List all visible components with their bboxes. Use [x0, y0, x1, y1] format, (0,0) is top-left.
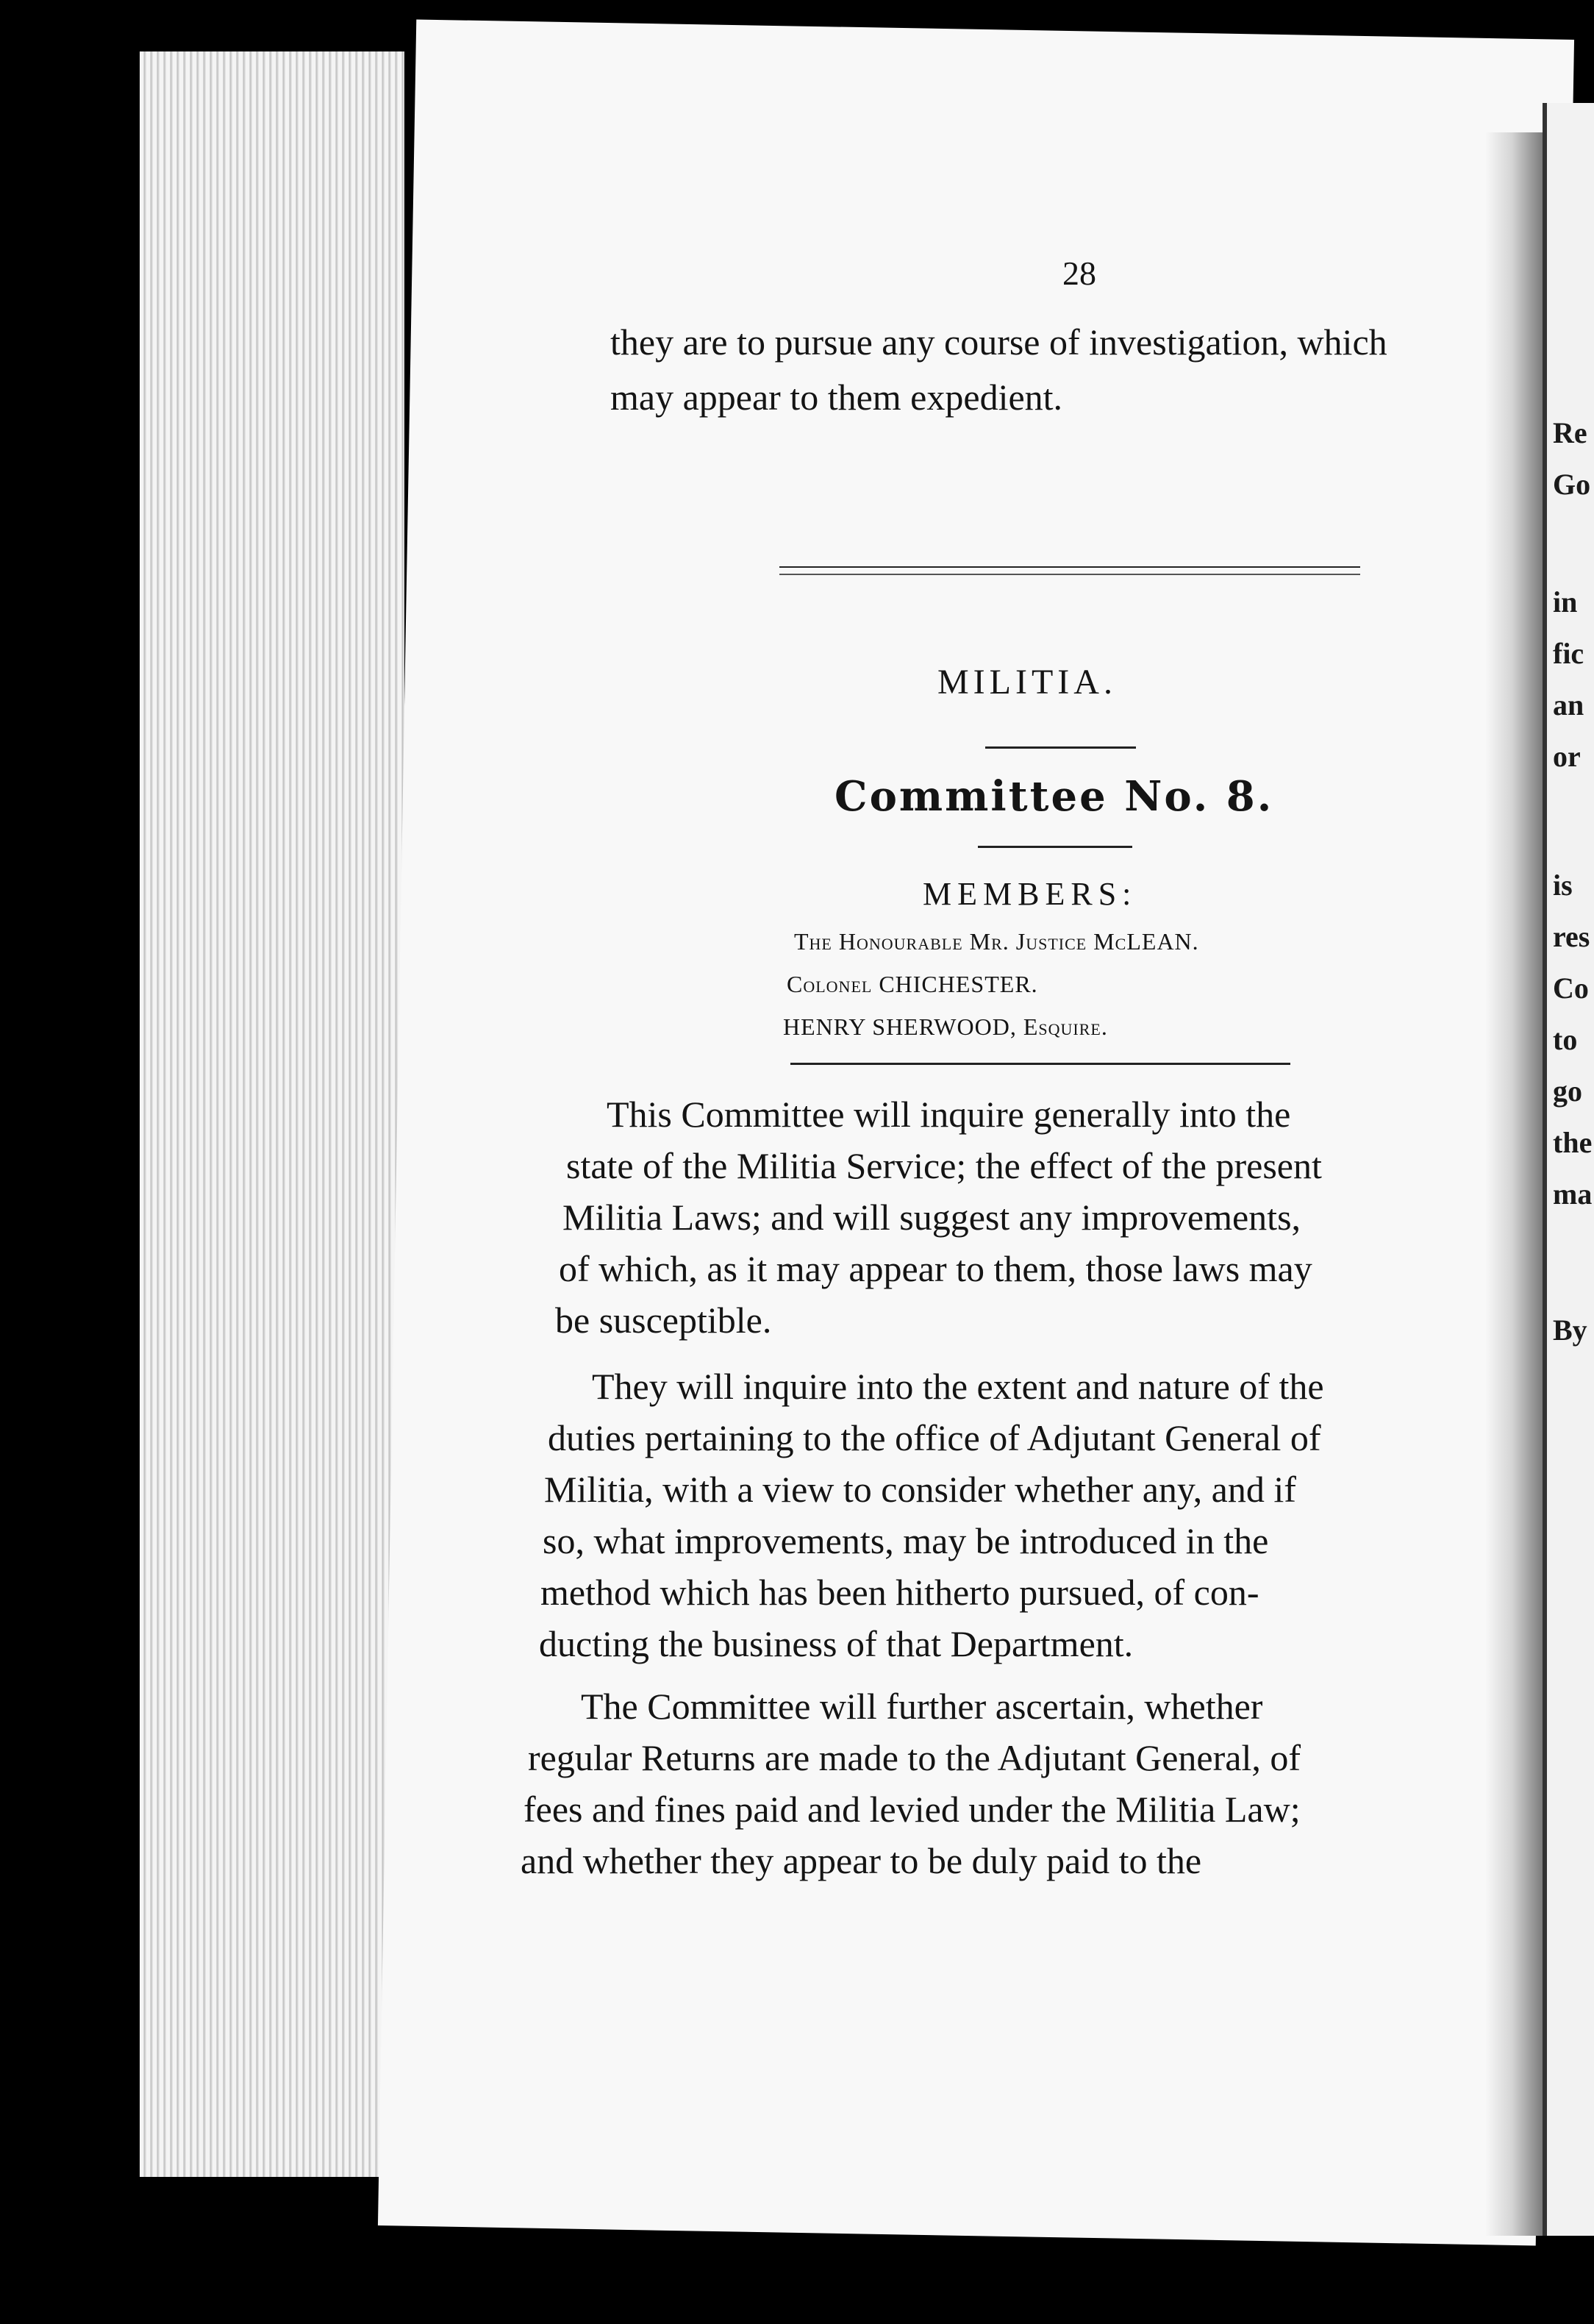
facing-fragment: ma [1553, 1177, 1593, 1211]
facing-fragment: fic [1553, 637, 1584, 670]
facing-fragment: in [1553, 585, 1578, 619]
committee-rule [978, 846, 1132, 848]
section-divider [779, 566, 1360, 575]
member-name: HENRY SHERWOOD, Esquire. [783, 1013, 1108, 1040]
facing-fragment: to [1553, 1023, 1578, 1056]
paragraph-line: Militia, with a view to consider whether any, and if [544, 1469, 1296, 1510]
facing-fragment: By [1553, 1314, 1587, 1347]
facing-fragment: res [1553, 920, 1590, 953]
paragraph-line: state of the Militia Service; the effect of the present [566, 1145, 1322, 1186]
facing-fragment: or [1553, 740, 1581, 773]
paragraph-line: Militia Laws; and will suggest any improvements, [562, 1197, 1301, 1238]
paragraph-line: fees and fines paid and levied under the Militia Law; [523, 1789, 1301, 1830]
facing-fragment: is [1553, 869, 1573, 902]
members-rule [790, 1063, 1290, 1065]
facing-fragment: Co [1553, 972, 1589, 1005]
facing-fragment: go [1553, 1074, 1582, 1108]
paragraph-line: of which, as it may appear to them, those laws may [559, 1248, 1312, 1289]
facing-fragment: an [1553, 688, 1584, 721]
paragraph-line: This Committee will inquire generally into the [607, 1094, 1291, 1135]
member-name: Colonel CHICHESTER. [787, 971, 1038, 997]
paragraph-line: duties pertaining to the office of Adjutant General of [548, 1417, 1321, 1458]
intro-line: they are to pursue any course of investigation, which [610, 321, 1387, 363]
paragraph-line: The Committee will further ascertain, whether [581, 1686, 1263, 1727]
paragraph-line: They will inquire into the extent and nature of the [592, 1366, 1324, 1407]
members-heading: MEMBERS: [923, 876, 1137, 912]
paragraph-line: and whether they appear to be duly paid to the [521, 1840, 1202, 1881]
section-title: MILITIA. [937, 663, 1117, 702]
facing-fragment: Go [1553, 468, 1591, 501]
intro-line: may appear to them expedient. [610, 377, 1063, 418]
paragraph-line: so, what improvements, may be introduced in the [543, 1520, 1269, 1561]
paragraph-line: be susceptible. [555, 1300, 772, 1341]
member-name: The Honourable Mr. Justice McLEAN. [794, 928, 1199, 955]
paragraph-line: regular Returns are made to the Adjutant General, of [528, 1737, 1301, 1778]
facing-fragment: the [1553, 1126, 1593, 1159]
title-rule [985, 746, 1136, 749]
paragraph-line: method which has been hitherto pursued, of con- [540, 1572, 1259, 1613]
committee-title: Committee No. 8. [834, 772, 1274, 821]
paragraph-line: ducting the business of that Department. [539, 1623, 1134, 1664]
page-number: 28 [1062, 254, 1096, 292]
facing-fragment: Re [1553, 416, 1587, 449]
